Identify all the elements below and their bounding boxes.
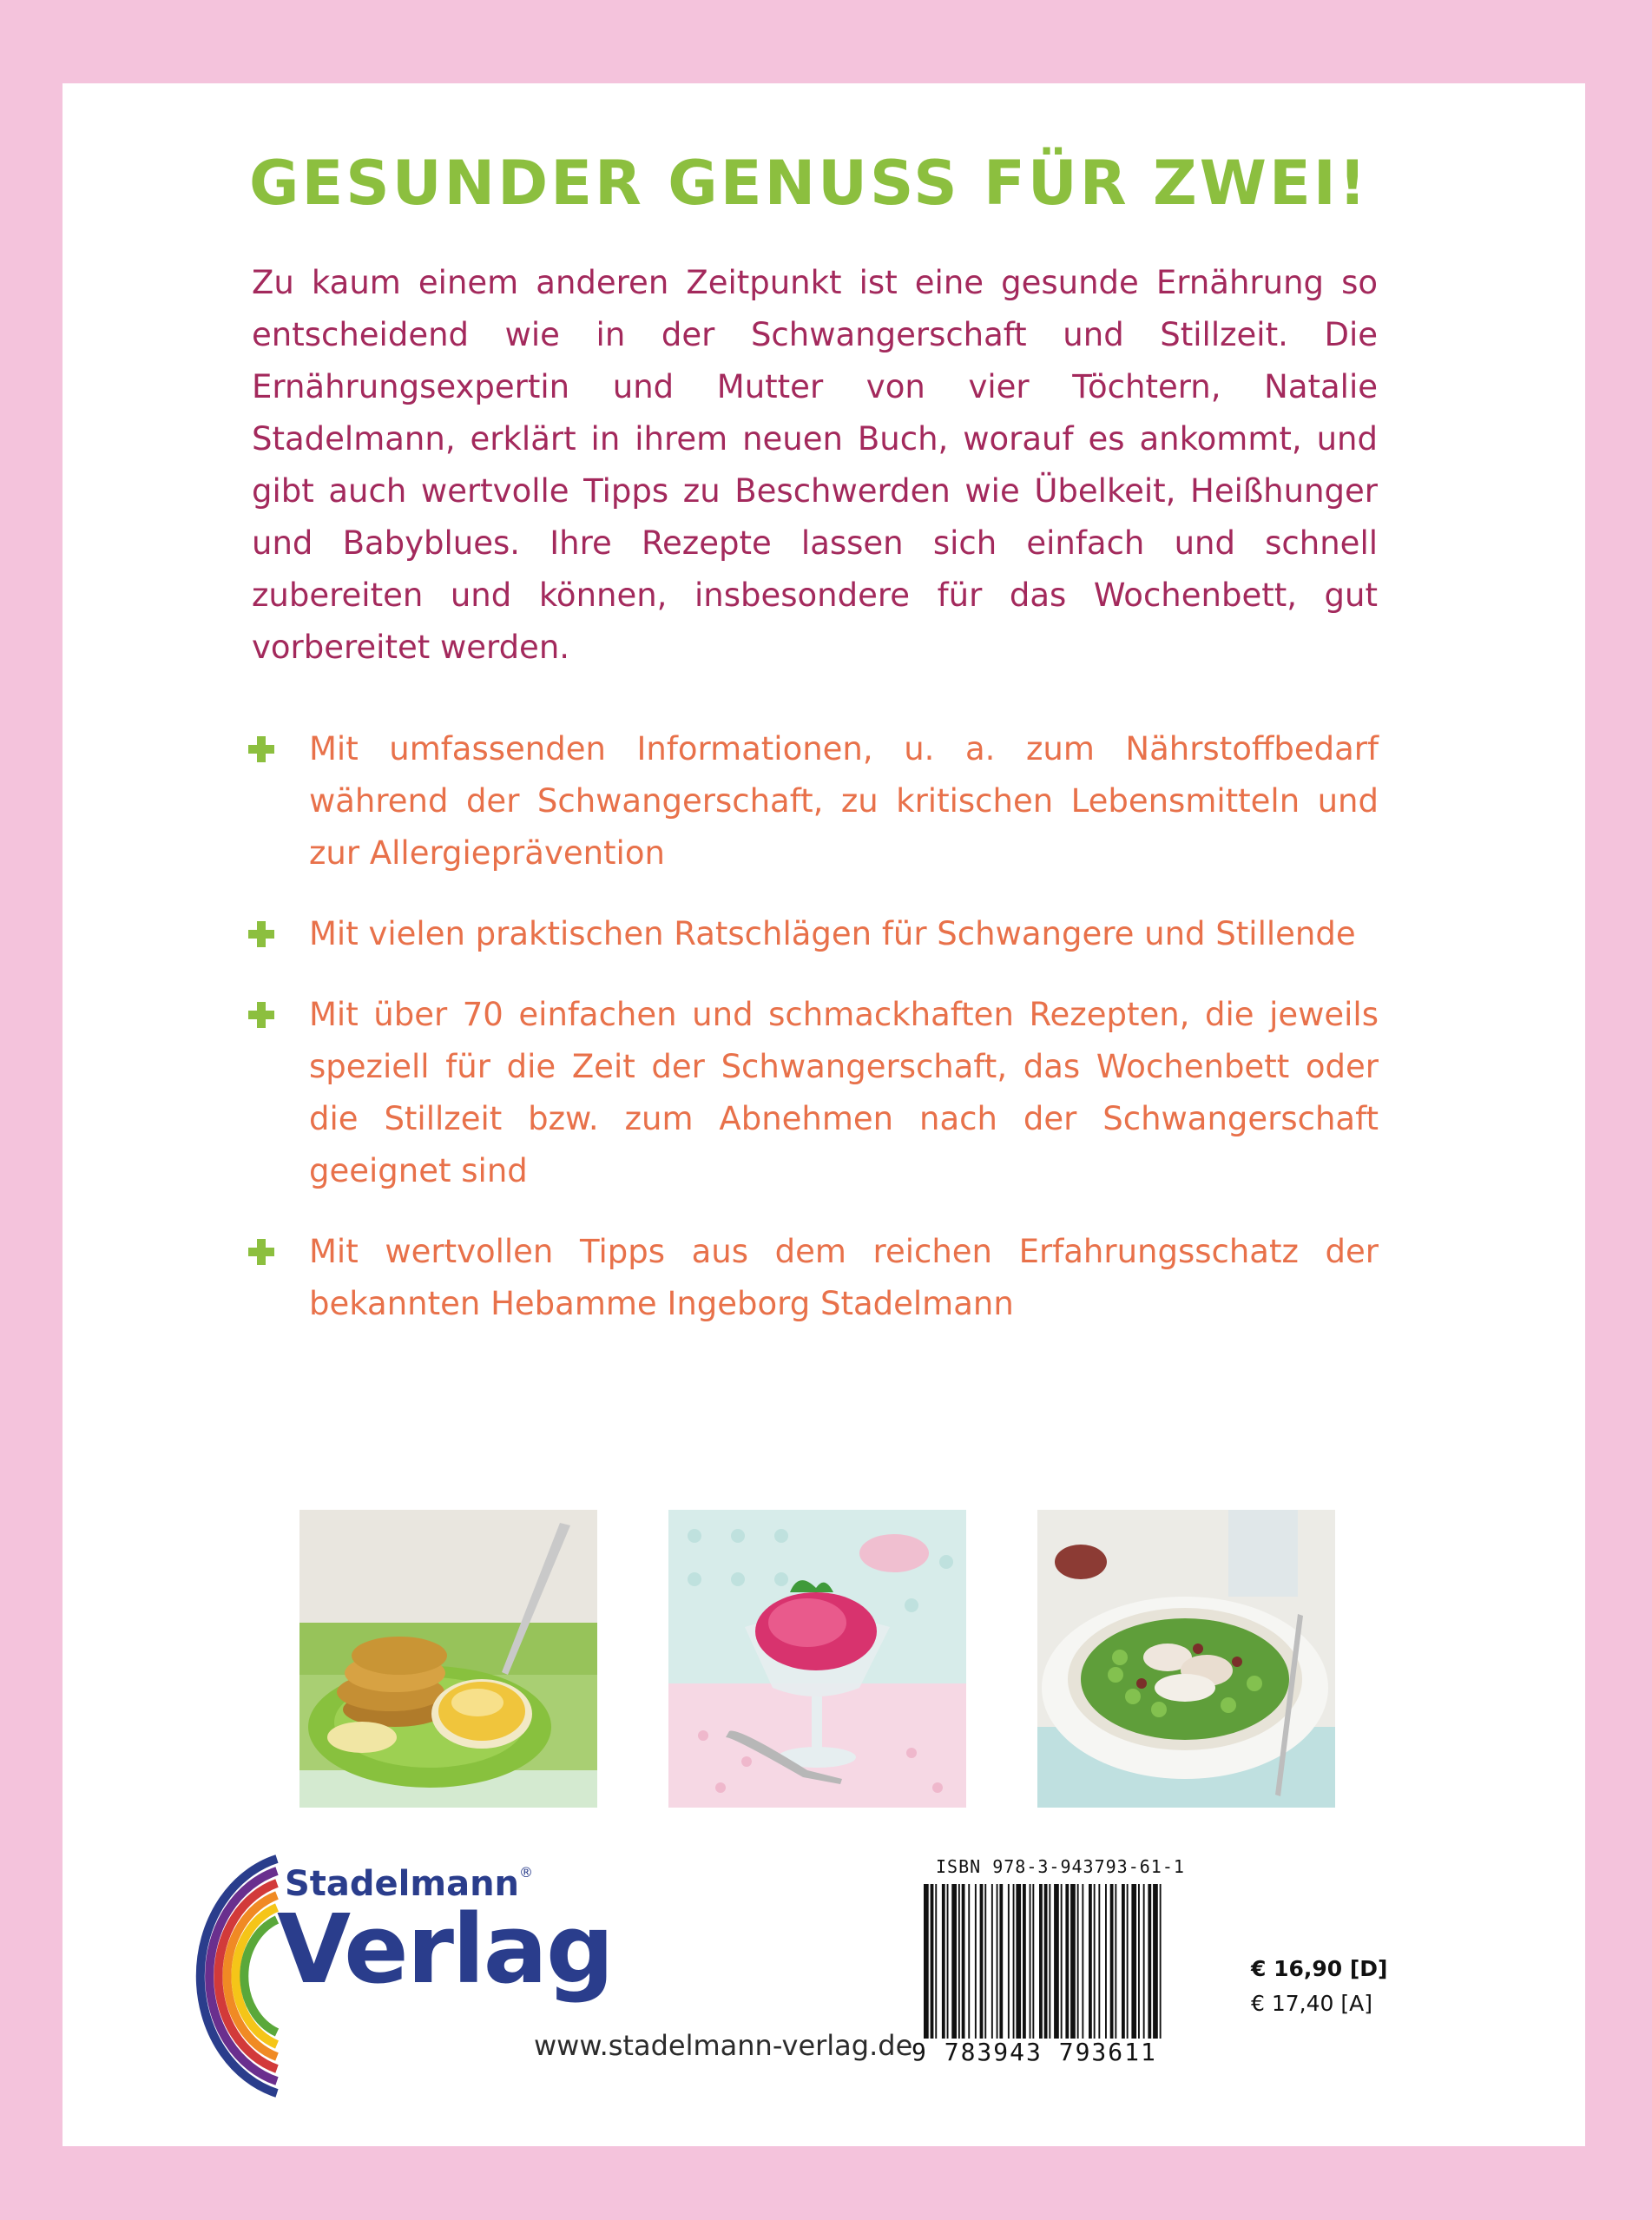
publisher-subtitle: Verlag bbox=[277, 1894, 613, 2005]
feature-item bbox=[248, 723, 1379, 879]
plus-icon bbox=[248, 1239, 274, 1265]
feature-item bbox=[248, 908, 1379, 960]
publisher-logo bbox=[190, 1850, 642, 2102]
feature-text: Mit über 70 einfachen und schmackhaften Rezepten, die jeweils speziell für die Zeit der Schwangerschaft, das Wochenbett oder die Stillzeit bzw. zum Abnehmen nach der Schwangerschaft geeignet sind bbox=[309, 996, 1379, 1189]
publisher-name-text: Stadelmann bbox=[285, 1864, 520, 1904]
isbn-label: ISBN 978-3-943793-61-1 bbox=[936, 1856, 1185, 1877]
recipe-photo-berry-ice-cream bbox=[668, 1510, 966, 1808]
feature-text: Mit wertvollen Tipps aus dem reichen Erfahrungsschatz der bekannten Hebamme Ingeborg Stadelmann bbox=[309, 1233, 1379, 1322]
back-cover bbox=[63, 83, 1585, 2146]
price-germany: € 16,90 [D] bbox=[1251, 1956, 1388, 1981]
intro-paragraph: Zu kaum einem anderen Zeitpunkt ist eine gesunde Ernährung so entscheidend wie in der Schwangerschaft und Stillzeit. Die Ernährungsexpertin und Mutter von vier Töchtern, Natalie Stadelmann, erklärt in ihrem neuen Buch, worauf es ankommt, und gibt auch wertvolle Tipps zu Beschwerden wie Übelkeit, Heißhunger und Babyblues. Ihre Rezepte lassen sich einfach und schnell zubereiten und können, insbesondere für das Wochenbett, gut vorbereitet werden. bbox=[252, 264, 1378, 666]
recipe-photo-potato-pancakes bbox=[299, 1510, 597, 1808]
plus-icon bbox=[248, 736, 274, 762]
feature-item bbox=[248, 989, 1379, 1197]
cover-headline: GESUNDER GENUSS FÜR ZWEI! bbox=[249, 148, 1369, 219]
ean-number: 9 783943 793611 bbox=[912, 2038, 1157, 2066]
price-austria: € 17,40 [A] bbox=[1251, 1991, 1372, 2016]
feature-text: Mit vielen praktischen Ratschlägen für Schwangere und Stillende bbox=[309, 915, 1356, 952]
recipe-photo-salad-bowl bbox=[1037, 1510, 1335, 1808]
feature-text: Mit umfassenden Informationen, u. a. zum Nährstoffbedarf während der Schwangerschaft, zu kritischen Lebensmitteln und zur Allergieprävention bbox=[309, 730, 1379, 872]
rainbow-arc-icon bbox=[190, 1850, 286, 2102]
feature-item bbox=[248, 1226, 1379, 1330]
publisher-website: www.stadelmann-verlag.de bbox=[534, 2029, 913, 2062]
plus-icon bbox=[248, 921, 274, 947]
registered-mark: ® bbox=[519, 1864, 534, 1881]
plus-icon bbox=[248, 1002, 274, 1028]
feature-list bbox=[248, 723, 1379, 1359]
barcode bbox=[922, 1884, 1239, 2039]
